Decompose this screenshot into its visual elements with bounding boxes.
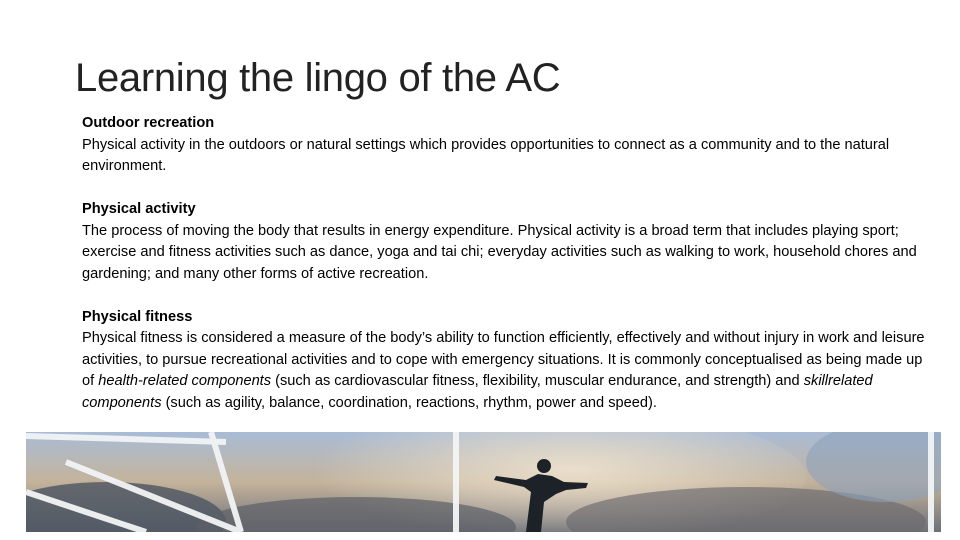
term-label: Physical fitness	[82, 308, 193, 325]
definition-item-physical-fitness	[82, 307, 932, 415]
term-label: Physical activity	[82, 201, 196, 217]
term-label: Outdoor recreation	[82, 115, 215, 131]
definition-text: Physical activity in the outdoors or natural settings which provides opportunities to connect as a community and to the natural environment.	[82, 136, 890, 174]
runner-banner-image	[26, 432, 941, 532]
definition-text-part: (such as agility, balance, coordination, reactions, rhythm, power and speed).	[161, 394, 657, 411]
slide-title: Learning the lingo of the AC	[75, 56, 561, 100]
definition-item-physical-activity	[82, 199, 932, 285]
definition-text-part: (such as cardiovascular fitness, flexibility, muscular endurance, and strength) and	[271, 373, 804, 389]
definition-text: The process of moving the body that results in energy expenditure. Physical activity is a broad term that includes playing sport; exercise and fitness activities such as dance, yoga and tai chi; everyday activities such as walking to work, household chores and gardening; and many other forms of active recreation.	[82, 222, 917, 282]
definition-text	[82, 328, 932, 414]
emphasis-skill-related: skillrelated components	[82, 373, 873, 411]
definition-item-outdoor-recreation	[82, 113, 932, 178]
emphasis-health-related: health-related components	[98, 373, 272, 389]
runner-scene-graphic	[26, 432, 941, 532]
definition-text-part: Physical fitness is considered a measure of the body’s ability to function efficiently, effectively and without injury in work and leisure activities, to pursue recreational activities and to cope with emergency situations. It is commonly conceptualised as being made up of	[82, 330, 925, 389]
definitions-list	[82, 113, 932, 436]
